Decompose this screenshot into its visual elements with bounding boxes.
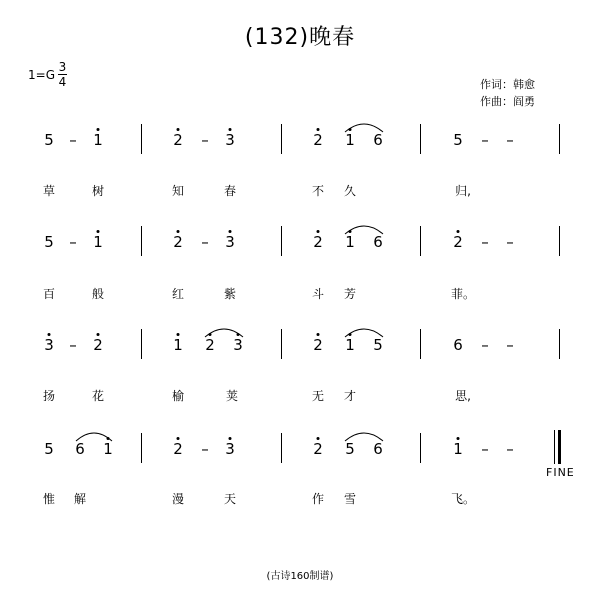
lyric: 飞。 [450,492,476,506]
dash: – [69,131,77,149]
note: 2 [310,131,326,149]
dash: – [201,131,209,149]
lyric: 雪 [343,492,357,506]
note: 3 [222,131,238,149]
dash: – [481,131,489,149]
note: 5 [345,440,355,458]
note: 1 [100,440,116,458]
dash: – [481,233,489,251]
note: 6 [373,131,383,149]
note: 2 [310,336,326,354]
dash: – [506,233,514,251]
note: 6 [373,440,383,458]
time-signature-top: 3 [58,60,67,74]
note: 3 [222,440,238,458]
lyricist-credit: 作词：韩愈 [480,78,535,91]
slur [345,433,383,441]
slur [345,329,383,337]
dash: – [201,440,209,458]
dash: – [201,233,209,251]
lyric: 芳 [343,287,357,301]
dash: – [69,233,77,251]
note: 3 [222,233,238,251]
lyric: 作 [311,492,325,506]
lyric: 菲。 [450,287,476,301]
footer-note: (古诗160制谱) [266,571,334,582]
lyric: 惟 [42,492,56,506]
note: 1 [342,131,358,149]
dash: – [506,131,514,149]
note: 6 [75,440,85,458]
note: 5 [44,233,54,251]
note: 3 [41,336,57,354]
note: 1 [170,336,186,354]
time-signature-bottom: 4 [58,75,67,89]
fine-mark: FINE [546,466,575,479]
note: 1 [342,336,358,354]
slur [205,329,243,337]
note: 2 [170,233,186,251]
note: 2 [170,440,186,458]
note: 6 [373,233,383,251]
note: 5 [453,131,463,149]
lyric: 花 [91,389,105,403]
note: 3 [230,336,246,354]
lyric: 天 [223,492,237,506]
note: 1 [450,440,466,458]
lyric: 久 [343,184,357,198]
dash: – [481,440,489,458]
lyric: 才 [343,389,357,403]
lyric: 百 [42,287,56,301]
dash: – [481,336,489,354]
note: 1 [342,233,358,251]
note: 2 [170,131,186,149]
key-signature: 1=G [28,68,55,82]
note: 2 [310,440,326,458]
note: 2 [90,336,106,354]
note: 2 [202,336,218,354]
lyric: 无 [311,389,325,403]
page-title: (132)晚春 [244,25,356,50]
lyric: 红 [171,287,185,301]
lyric: 扬 [42,389,56,403]
lyric: 树 [91,184,105,198]
lyric: 春 [223,184,237,198]
lyric: 不 [311,184,325,198]
note: 2 [310,233,326,251]
note: 5 [44,440,54,458]
note: 5 [44,131,54,149]
lyric: 紫 [223,287,237,301]
note: 5 [373,336,383,354]
note: 6 [453,336,463,354]
dash: – [69,336,77,354]
slur [345,226,383,234]
lyric: 思, [455,389,471,403]
note: 2 [450,233,466,251]
lyric: 漫 [171,492,185,506]
lyric: 荚 [225,389,239,403]
lyric: 解 [73,492,87,506]
lyric: 般 [91,287,105,301]
slur [76,433,112,441]
lyric: 草 [42,184,56,198]
lyric: 归, [455,184,471,198]
dash: – [506,336,514,354]
lyric: 知 [171,184,185,198]
composer-credit: 作曲：阎勇 [480,95,535,108]
lyric: 榆 [171,389,185,403]
note: 1 [90,233,106,251]
note: 1 [90,131,106,149]
lyric: 斗 [311,287,325,301]
slur [345,124,383,132]
dash: – [506,440,514,458]
